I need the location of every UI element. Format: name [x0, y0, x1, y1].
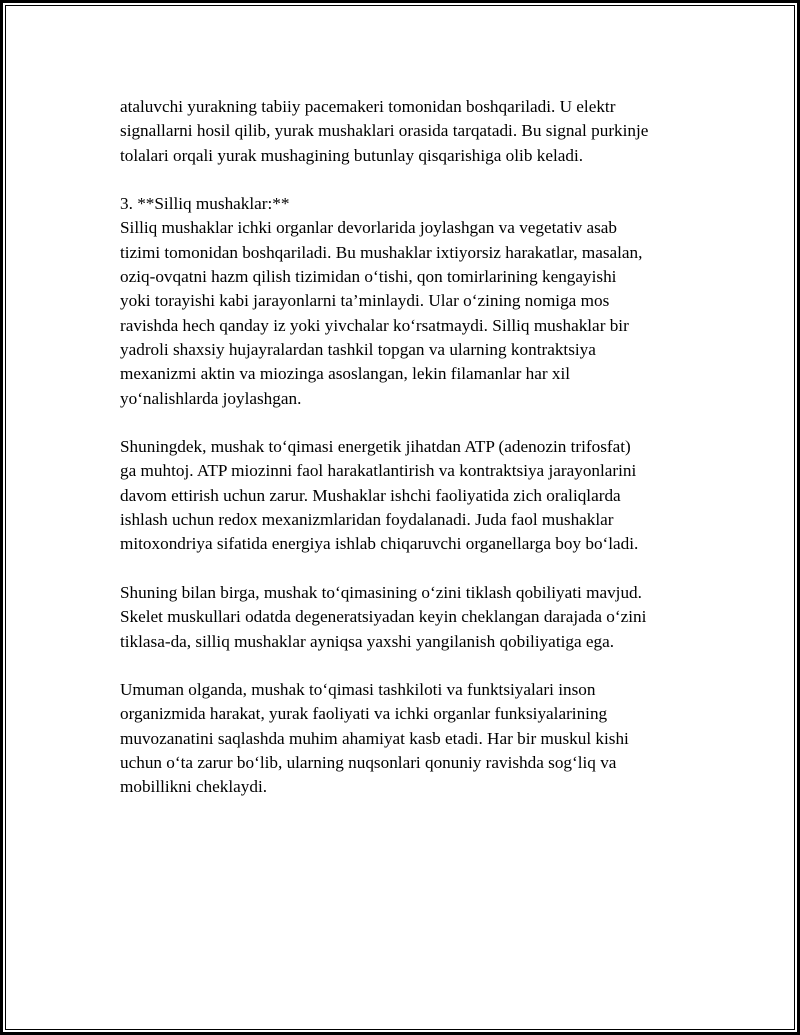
text-line: yadroli shaxsiy hujayralardan tashkil topgan va ularning kontraktsiya — [120, 339, 596, 359]
text-line: Silliq mushaklar ichki organlar devorlarida joylashgan va vegetativ asab — [120, 218, 618, 238]
document-body — [120, 95, 710, 824]
text-line: Skelet muskullari odatda degeneratsiyadan keyin cheklangan darajada o‘zini — [120, 607, 647, 627]
text-line: ataluvchi yurakning tabiiy pacemakeri tomonidan boshqariladi. U elektr — [120, 97, 616, 116]
text-line: tiklasa-da, silliq mushaklar ayniqsa yaxshi yangilanish qobiliyatiga ega. — [120, 631, 615, 651]
text-line: yoki torayishi kabi jarayonlarni ta’minlaydi. Ular o‘zining nomiga mos — [120, 291, 610, 311]
text-line: ga muhtoj. ATP miozinni faol harakatlantirish va kontraktsiya jarayonlarini — [120, 461, 637, 481]
text-line: Shuning bilan birga, mushak to‘qimasining o‘zini tiklash qobiliyati mavjud. — [120, 582, 642, 602]
text-line: mitoxondriya sifatida energiya ishlab chiqaruvchi organellarga boy bo‘ladi. — [120, 534, 639, 554]
text-line: Shuningdek, mushak to‘qimasi energetik jihatdan ATP (adenozin trifosfat) — [120, 437, 631, 457]
text-line: signallarni hosil qilib, yurak mushaklari orasida tarqatadi. Bu signal purkinje — [120, 121, 649, 141]
paragraph-conclusion — [120, 678, 710, 799]
paragraph-regeneration — [120, 581, 710, 654]
paragraph-smooth-muscle — [120, 192, 710, 411]
text-line: Umuman olganda, mushak to‘qimasi tashkiloti va funktsiyalari inson — [120, 680, 596, 700]
text-line: yo‘nalishlarda joylashgan. — [120, 388, 302, 408]
text-line: tizimi tomonidan boshqariladi. Bu mushaklar ixtiyorsiz harakatlar, masalan, — [120, 242, 643, 262]
text-line: uchun o‘ta zarur bo‘lib, ularning nuqsonlari qonuniy ravishda sog‘liq va — [120, 753, 617, 773]
text-line: davom ettirish uchun zarur. Mushaklar ishchi faoliyatida zich oraliqlarda — [120, 485, 621, 505]
paragraph-intro-continued — [120, 95, 710, 168]
text-line: mobillikni cheklaydi. — [120, 777, 268, 797]
text-line: oziq-ovqatni hazm qilish tizimidan o‘tishi, qon tomirlarining kengayishi — [120, 267, 617, 287]
text-line: muvozanatini saqlashda muhim ahamiyat kasb etadi. Har bir muskul kishi — [120, 728, 629, 748]
text-line: ishlash uchun redox mexanizmlaridan foydalanadi. Juda faol mushaklar — [120, 510, 614, 530]
text-line: mexanizmi aktin va miozinga asoslangan, lekin filamanlar har xil — [120, 364, 571, 384]
paragraph-energy — [120, 435, 710, 556]
text-line: ravishda hech qanday iz yoki yivchalar ko‘rsatmaydi. Silliq mushaklar bir — [120, 315, 629, 335]
text-line: organizmida harakat, yurak faoliyati va ichki organlar funksiyalarining — [120, 704, 608, 724]
text-line: tolalari orqali yurak mushagining butunlay qisqarishiga olib keladi. — [120, 145, 584, 165]
section-heading: 3. **Silliq mushaklar:** — [120, 194, 290, 214]
